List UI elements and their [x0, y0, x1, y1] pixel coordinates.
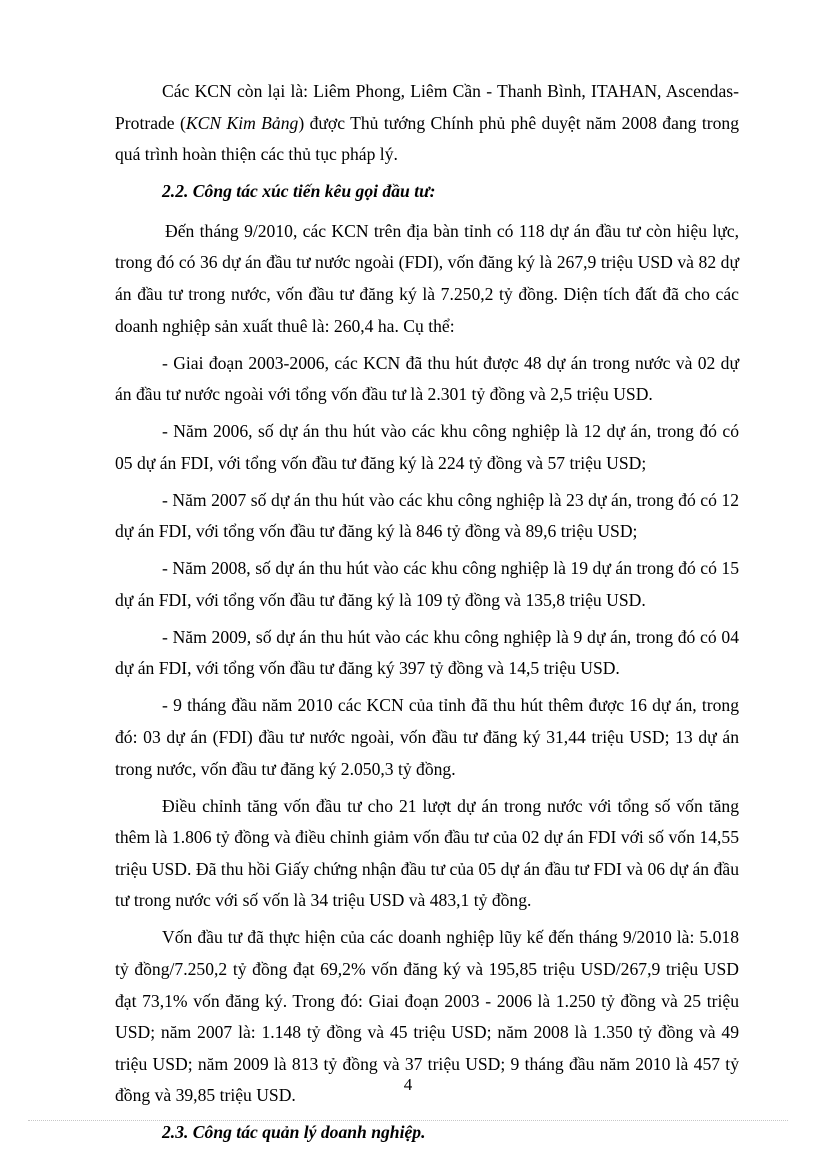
page-bottom-divider [28, 1120, 788, 1121]
paragraph-implemented-capital: Vốn đầu tư đã thực hiện của các doanh nghiệp lũy kế đến tháng 9/2010 là: 5.018 tỷ đồng/7.250,2 tỷ đồng đạt 69,2% vốn đăng ký và 195,85 triệu USD/267,9 triệu USD đạt 73,1% vốn đăng ký. Trong đó: Giai đoạn 2003 - 2006 là 1.250 tỷ đồng và 25 triệu USD; năm 2007 là: 1.148 tỷ đồng và 45 triệu USD; năm 2008 là 1.350 tỷ đồng và 49 triệu USD; năm 2009 là 813 tỷ đồng và 37 triệu USD; 9 tháng đầu năm 2010 là 457 tỷ đồng và 39,85 triệu USD. [115, 927, 739, 1106]
page-number: 4 [403, 1075, 413, 1094]
bullet-item: - 9 tháng đầu năm 2010 các KCN của tỉnh đã thu hút thêm được 16 dự án, trong đó: 03 dự án (FDI) đầu tư nước ngoài, vốn đầu tư đăng ký 31,44 triệu USD; 13 dự án trong nước, vốn đầu tư đăng ký 2.050,3 tỷ đồng. [115, 695, 739, 779]
section-heading-2-2: 2.2. Công tác xúc tiến kêu gọi đầu tư: [162, 181, 436, 202]
section-heading-2-3: 2.3. Công tác quản lý doanh nghiệp. [162, 1122, 426, 1143]
paragraph-remaining-kcn [115, 76, 739, 171]
bullet-item: - Giai đoạn 2003-2006, các KCN đã thu hút được 48 dự án trong nước và 02 dự án đầu tư nước ngoài với tổng vốn đầu tư là 2.301 tỷ đồng và 2,5 triệu USD. [115, 352, 739, 405]
bullet-item: - Năm 2008, số dự án thu hút vào các khu công nghiệp là 19 dự án trong đó có 15 dự án FDI, với tổng vốn đầu tư đăng ký là 109 tỷ đồng và 135,8 triệu USD. [115, 558, 739, 610]
paragraph-capital-adjustment: Điều chỉnh tăng vốn đầu tư cho 21 lượt dự án trong nước với tổng số vốn tăng thêm là 1.806 tỷ đồng và điều chỉnh giảm vốn đầu tư của 02 dự án FDI với số vốn 14,55 triệu USD. Đã thu hồi Giấy chứng nhận đầu tư của 05 dự án đầu tư FDI và 06 dự án đầu tư trong nước với số vốn là 34 triệu USD và 483,1 tỷ đồng. [115, 795, 739, 911]
bullet-item: - Năm 2006, số dự án thu hút vào các khu công nghiệp là 12 dự án, trong đó có 05 dự án FDI, với tổng vốn đầu tư đăng ký là 224 tỷ đồng và 57 triệu USD; [115, 421, 739, 473]
bullet-item: - Năm 2007 số dự án thu hút vào các khu công nghiệp là 23 dự án, trong đó có 12 dự án FDI, với tổng vốn đầu tư đăng ký là 846 tỷ đồng và 89,6 triệu USD; [115, 489, 739, 542]
paragraph-text: Các KCN còn lại là: Liêm Phong, Liêm Cần - Thanh Bình, ITAHAN, Ascendas-Protrade ( [115, 81, 739, 133]
bullet-item: - Năm 2009, số dự án thu hút vào các khu công nghiệp là 9 dự án, trong đó có 04 dự án FDI, với tổng vốn đầu tư đăng ký 397 tỷ đồng và 14,5 triệu USD. [115, 626, 739, 679]
paragraph-text: ) được Thủ tướng Chính phủ phê duyệt năm 2008 đang trong quá trình hoàn thiện các thủ tục pháp lý. [115, 112, 739, 165]
paragraph-investment-summary: Đến tháng 9/2010, các KCN trên địa bàn tỉnh có 118 dự án đầu tư còn hiệu lực, trong đó có 36 dự án đầu tư nước ngoài (FDI), vốn đăng ký là 267,9 triệu USD và 82 dự án đầu tư trong nước, vốn đầu tư đăng ký là 7.250,2 tỷ đồng. Diện tích đất đã cho các doanh nghiệp sản xuất thuê là: 260,4 ha. Cụ thể: [115, 220, 739, 336]
italic-kcn-name: KCN Kim Bảng [185, 112, 299, 133]
document-body [115, 76, 739, 1157]
